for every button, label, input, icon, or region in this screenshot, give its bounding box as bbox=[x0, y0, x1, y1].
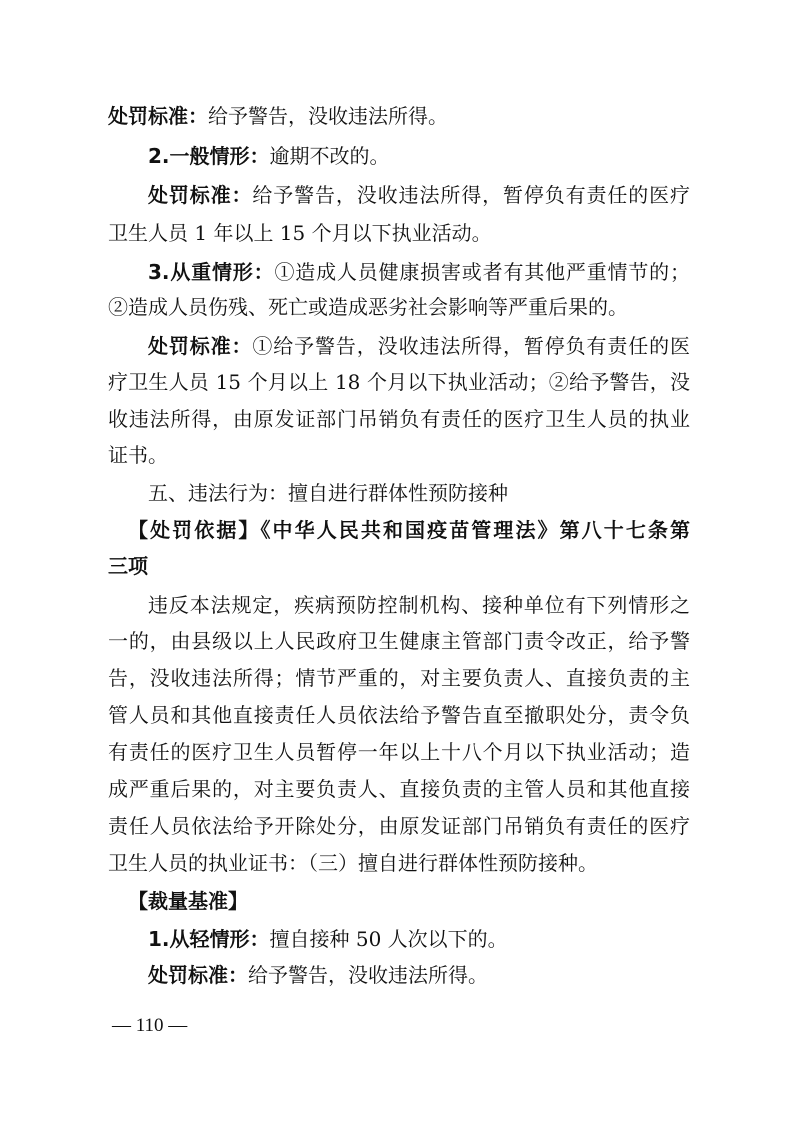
line-text: 逾期不改的。 bbox=[269, 144, 390, 168]
text-line bbox=[108, 700, 690, 730]
text-line bbox=[108, 367, 690, 397]
text-line bbox=[148, 257, 690, 287]
bold-label: 3.从重情形： bbox=[148, 260, 275, 284]
text-line bbox=[0, 924, 793, 954]
text-line bbox=[0, 101, 793, 131]
text-line bbox=[108, 404, 690, 434]
text-line bbox=[108, 811, 690, 841]
line-text: 给予警告，没收违法所得。 bbox=[208, 104, 448, 128]
line-text: 五、违法行为：擅自进行群体性预防接种 bbox=[148, 481, 508, 505]
line-text: 卫生人员的执业证书：（三）擅自进行群体性预防接种。 bbox=[108, 851, 598, 875]
line-text: 告，没收违法所得；情节严重的，对主要负责人、直接负责的主 bbox=[108, 666, 690, 690]
line-text: 擅自接种 50 人次以下的。 bbox=[269, 927, 508, 951]
bold-label: 三项 bbox=[108, 554, 148, 578]
text-line bbox=[148, 180, 690, 210]
text-line bbox=[108, 737, 690, 767]
bold-label: 【处罚依据】《中华人民共和国疫苗管理法》第八十七条第 bbox=[128, 518, 690, 542]
line-text: 疗卫生人员 15 个月以上 18 个月以下执业活动；②给予警告，没 bbox=[108, 370, 690, 394]
line-text: 给予警告，没收违法所得，暂停负有责任的医疗 bbox=[252, 183, 691, 207]
text-line bbox=[108, 774, 690, 804]
text-line bbox=[0, 551, 793, 581]
line-text: 一的，由县级以上人民政府卫生健康主管部门责令改正，给予警 bbox=[108, 629, 690, 653]
line-text: 管人员和其他直接责任人员依法给予警告直至撤职处分，责令负 bbox=[108, 703, 690, 727]
bold-label: 处罚标准： bbox=[148, 963, 248, 987]
line-text: 违反本法规定，疾病预防控制机构、接种单位有下列情形之 bbox=[148, 593, 690, 617]
line-text: ②造成人员伤残、死亡或造成恶劣社会影响等严重后果的。 bbox=[108, 295, 628, 319]
bold-label: 处罚标准： bbox=[148, 183, 253, 207]
line-text: ①造成人员健康损害或者有其他严重情节的； bbox=[274, 260, 691, 284]
text-line bbox=[148, 590, 690, 620]
line-text: 责任人员依法给予开除处分，由原发证部门吊销负有责任的医疗 bbox=[108, 814, 690, 838]
text-line bbox=[0, 141, 793, 171]
text-line bbox=[128, 515, 690, 545]
line-text: 有责任的医疗卫生人员暂停一年以上十八个月以下执业活动；造 bbox=[108, 740, 690, 764]
text-line bbox=[108, 626, 690, 656]
bold-label: 处罚标准： bbox=[108, 104, 208, 128]
line-text: ①给予警告，没收违法所得，暂停负有责任的医 bbox=[252, 334, 691, 358]
bold-label: 1.从轻情形： bbox=[148, 927, 270, 951]
line-text: 证书。 bbox=[108, 443, 168, 467]
page-number: — 110 — bbox=[112, 1015, 188, 1036]
text-line bbox=[108, 663, 690, 693]
section-heading bbox=[0, 478, 793, 508]
text-line bbox=[0, 440, 793, 470]
text-line bbox=[0, 848, 793, 878]
line-text: 给予警告，没收违法所得。 bbox=[248, 963, 488, 987]
bold-label: 处罚标准： bbox=[148, 334, 253, 358]
bold-label: 【裁量基准】 bbox=[128, 889, 248, 913]
text-line bbox=[0, 292, 793, 322]
bold-label: 2.一般情形： bbox=[148, 144, 270, 168]
text-line bbox=[0, 218, 793, 248]
line-text: 收违法所得，由原发证部门吊销负有责任的医疗卫生人员的执业 bbox=[108, 407, 690, 431]
text-line bbox=[0, 960, 793, 990]
text-line bbox=[0, 886, 793, 916]
line-text: 卫生人员 1 年以上 15 个月以下执业活动。 bbox=[108, 221, 492, 245]
text-line bbox=[148, 331, 690, 361]
line-text: 成严重后果的，对主要负责人、直接负责的主管人员和其他直接 bbox=[108, 777, 690, 801]
